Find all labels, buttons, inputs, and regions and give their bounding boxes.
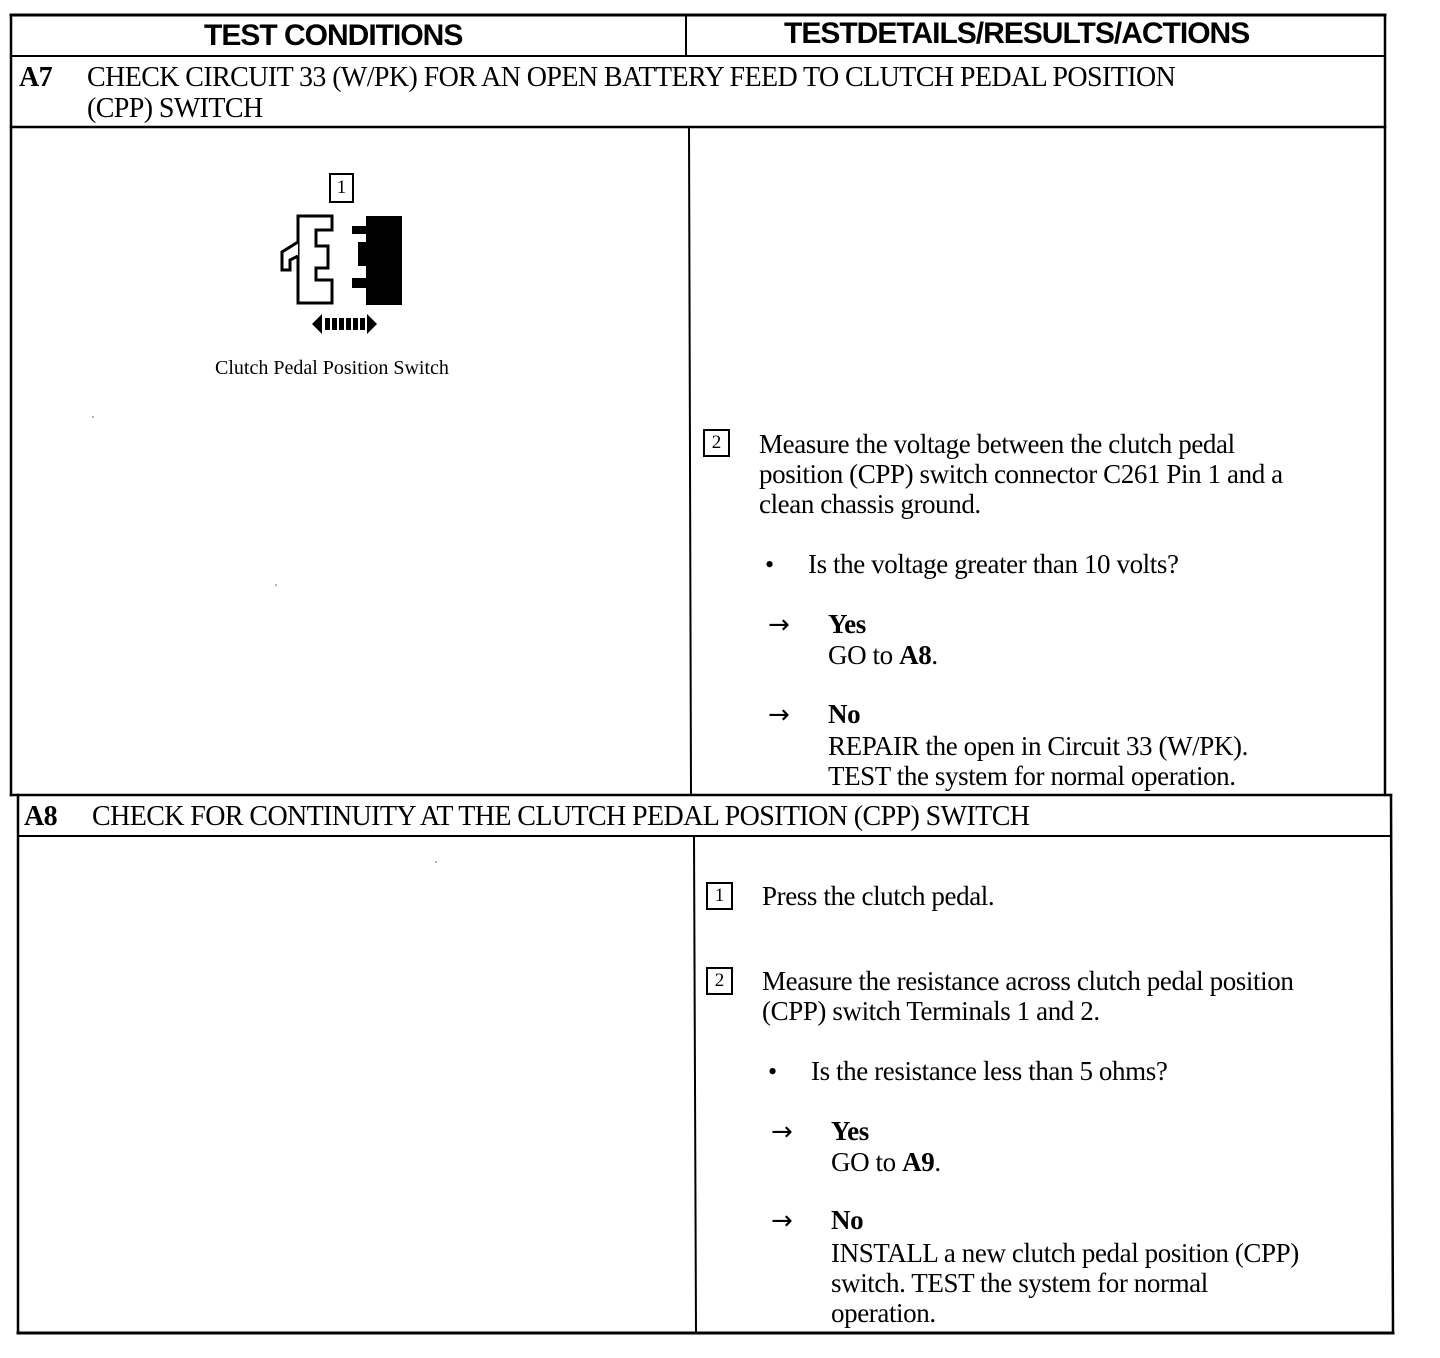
a7-step-2-line-3: clean chassis ground. xyxy=(759,489,981,519)
a7-no-line-1: REPAIR the open in Circuit 33 (W/PK). xyxy=(828,731,1248,761)
a7-no-line-2: TEST the system for normal operation. xyxy=(828,761,1236,791)
a8-step-2-instructions xyxy=(762,966,1293,1026)
a8-no-label: No xyxy=(831,1205,864,1235)
a7-step-2-instructions xyxy=(759,429,1283,519)
section-title-a7-line1: CHECK CIRCUIT 33 (W/PK) FOR AN OPEN BATTERY FEED TO CLUTCH PEDAL POSITION xyxy=(87,62,1176,93)
a7-question-bullet: • xyxy=(765,550,775,579)
a7-no-action xyxy=(828,731,1248,791)
a8-step-1-number: 1 xyxy=(706,882,733,910)
a8-question-bullet: • xyxy=(768,1057,778,1086)
a8-yes-action-target: A9 xyxy=(902,1147,935,1177)
illustration-step-number: 1 xyxy=(329,173,354,203)
a8-no-action xyxy=(831,1238,1299,1328)
a7-yes-action-target: A8 xyxy=(899,640,932,670)
a7-step-2-line-1: Measure the voltage between the clutch pedal xyxy=(759,429,1235,459)
a7-question: Is the voltage greater than 10 volts? xyxy=(808,549,1179,579)
a8-yes-action-prefix: GO to xyxy=(831,1147,903,1177)
a7-yes-action-prefix: GO to xyxy=(828,640,900,670)
a8-step-2-number: 2 xyxy=(706,967,733,995)
a8-no-line-3: operation. xyxy=(831,1298,936,1328)
section-title-a8: CHECK FOR CONTINUITY AT THE CLUTCH PEDAL POSITION (CPP) SWITCH xyxy=(92,801,1030,832)
a7-yes-label: Yes xyxy=(828,609,866,639)
a8-yes-action xyxy=(831,1149,941,1176)
section-id-a7: A7 xyxy=(19,62,53,93)
connector-separation-icon xyxy=(270,210,410,340)
a8-step-2-line-1: Measure the resistance across clutch pedal position xyxy=(762,966,1294,996)
header-test-conditions: TEST CONDITIONS xyxy=(204,19,463,52)
header-test-details: TESTDETAILS/RESULTS/ACTIONS xyxy=(784,17,1250,50)
a7-no-label: No xyxy=(828,699,861,729)
a8-no-arrow-icon: → xyxy=(771,1206,793,1236)
a8-question: Is the resistance less than 5 ohms? xyxy=(811,1056,1168,1086)
a7-step-2-line-2: position (CPP) switch connector C261 Pin 1 and a xyxy=(759,459,1283,489)
illustration-caption: Clutch Pedal Position Switch xyxy=(215,357,449,379)
a7-yes-action xyxy=(828,642,938,669)
a8-yes-action-suffix: . xyxy=(934,1147,941,1177)
a8-yes-label: Yes xyxy=(831,1116,869,1146)
section-title-a7-line2: (CPP) SWITCH xyxy=(87,93,263,124)
a8-no-line-2: switch. TEST the system for normal xyxy=(831,1268,1208,1298)
a7-yes-arrow-icon: → xyxy=(768,610,790,640)
section-id-a8: A8 xyxy=(24,801,58,832)
a8-step-1-text: Press the clutch pedal. xyxy=(762,881,995,911)
a8-no-line-1: INSTALL a new clutch pedal position (CPP) xyxy=(831,1238,1299,1268)
a7-no-arrow-icon: → xyxy=(768,700,790,730)
a8-step-2-line-2: (CPP) switch Terminals 1 and 2. xyxy=(762,996,1100,1026)
a7-yes-action-suffix: . xyxy=(931,640,938,670)
a7-step-2-number: 2 xyxy=(703,429,730,457)
a8-yes-arrow-icon: → xyxy=(771,1117,793,1147)
